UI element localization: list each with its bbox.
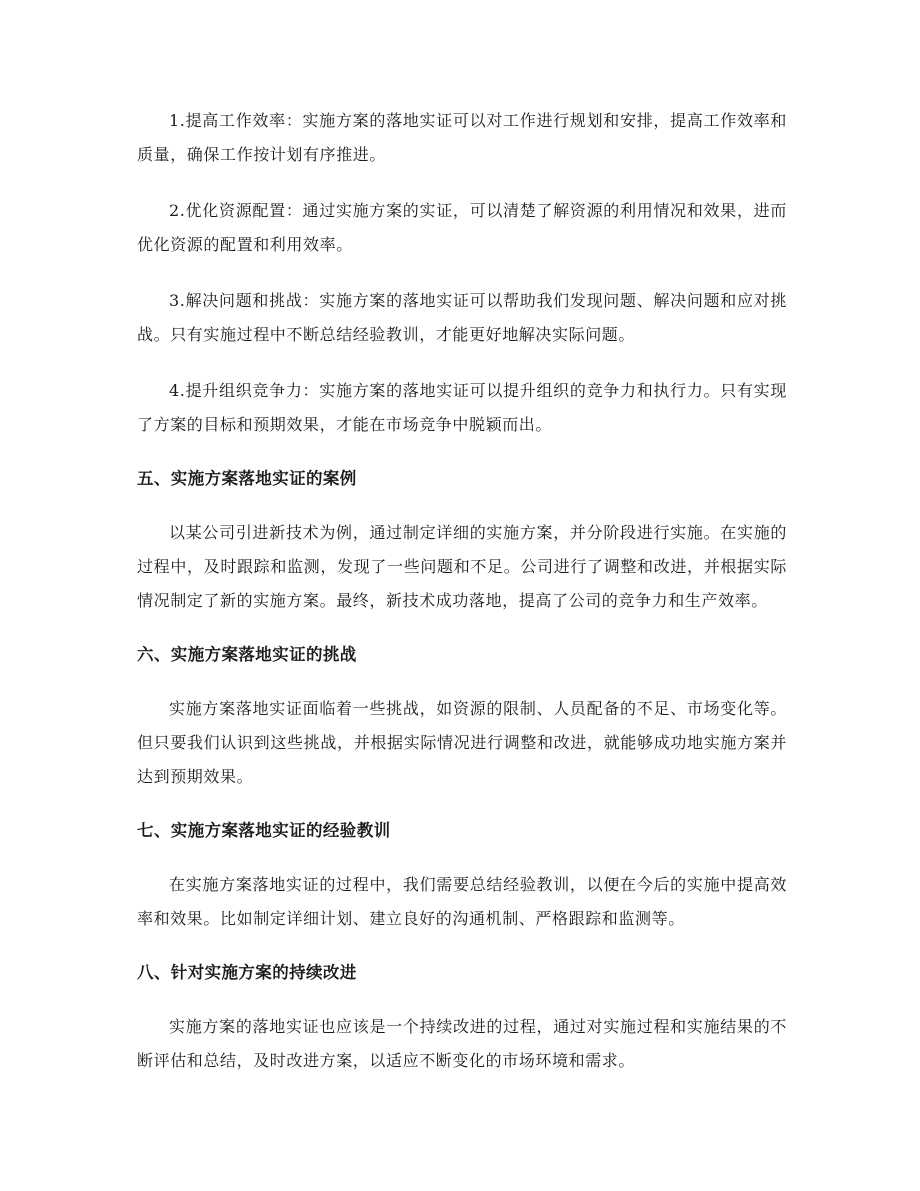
paragraph-improvement: 实施方案的落地实证也应该是一个持续改进的过程，通过对实施过程和实施结果的不断评估和总结，及时改进方案，以适应不断变化的市场环境和需求。	[137, 1017, 787, 1070]
section-heading-improvement: 八、针对实施方案的持续改进	[137, 963, 357, 982]
section-heading-lessons: 七、实施方案落地实证的经验教训	[137, 821, 391, 840]
paragraph-benefit-competitiveness: 4.提升组织竞争力：实施方案的落地实证可以提升组织的竞争力和执行力。只有实现了方案的目标和预期效果，才能在市场竞争中脱颖而出。	[137, 381, 787, 434]
paragraph-benefit-efficiency: 1.提高工作效率：实施方案的落地实证可以对工作进行规划和安排，提高工作效率和质量，确保工作按计划有序推进。	[137, 111, 787, 164]
document-body	[137, 104, 787, 1100]
paragraph-challenges: 实施方案落地实证面临着一些挑战，如资源的限制、人员配备的不足、市场变化等。但只要我们认识到这些挑战，并根据实际情况进行调整和改进，就能够成功地实施方案并达到预期效果。	[137, 699, 787, 786]
paragraph-benefit-resources: 2.优化资源配置：通过实施方案的实证，可以清楚了解资源的利用情况和效果，进而优化资源的配置和利用效率。	[137, 201, 787, 254]
section-heading-case: 五、实施方案落地实证的案例	[137, 469, 357, 488]
paragraph-case: 以某公司引进新技术为例，通过制定详细的实施方案，并分阶段进行实施。在实施的过程中，及时跟踪和监测，发现了一些问题和不足。公司进行了调整和改进，并根据实际情况制定了新的实施方案。最终，新技术成功落地，提高了公司的竞争力和生产效率。	[137, 523, 787, 610]
paragraph-lessons: 在实施方案落地实证的过程中，我们需要总结经验教训，以便在今后的实施中提高效率和效果。比如制定详细计划、建立良好的沟通机制、严格跟踪和监测等。	[137, 875, 787, 928]
section-heading-challenges: 六、实施方案落地实证的挑战	[137, 645, 357, 664]
paragraph-benefit-problems: 3.解决问题和挑战：实施方案的落地实证可以帮助我们发现问题、解决问题和应对挑战。只有实施过程中不断总结经验教训，才能更好地解决实际问题。	[137, 291, 787, 344]
